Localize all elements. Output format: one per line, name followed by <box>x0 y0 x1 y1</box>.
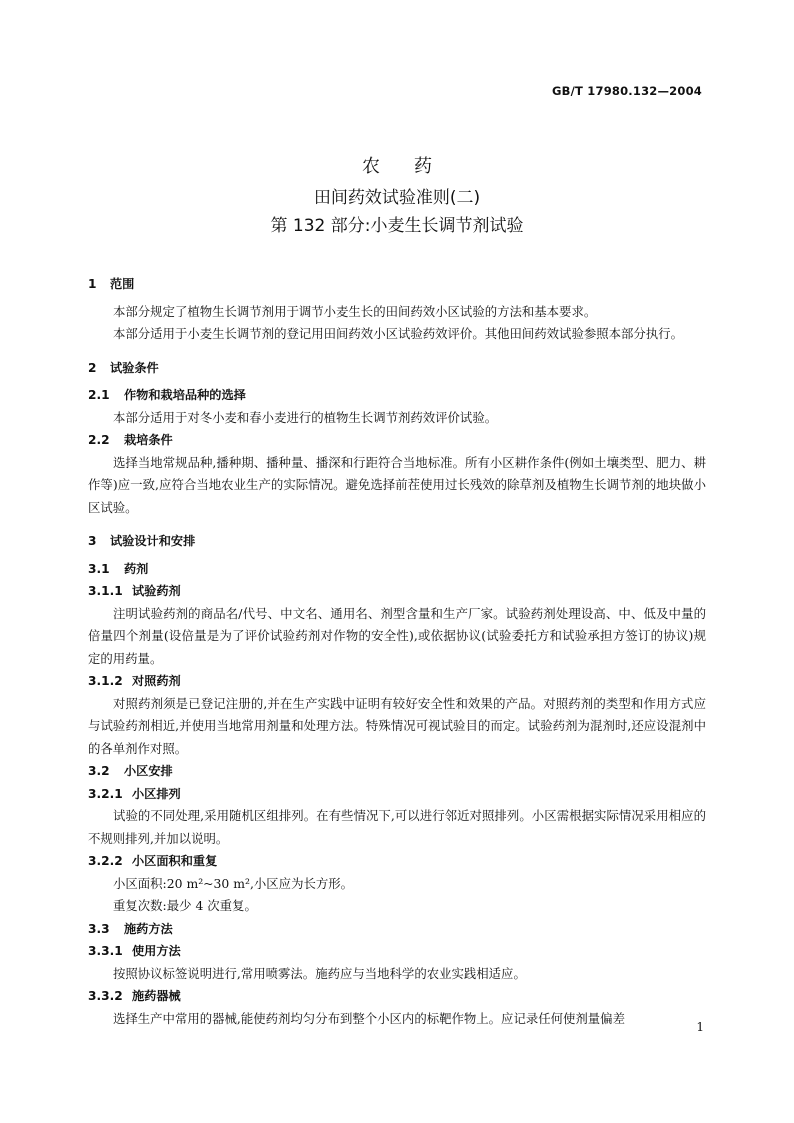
section-heading-2-1 <box>88 384 706 407</box>
section-title: 使用方法 <box>132 944 181 958</box>
section-number: 2 <box>88 360 97 375</box>
paragraph: 本部分适用于对冬小麦和春小麦进行的植物生长调节剂药效评价试验。 <box>113 409 498 425</box>
section-heading-3-3-1 <box>88 940 706 963</box>
section-number: 3.3.1 <box>88 944 123 958</box>
paragraph: 选择生产中常用的器械,能使药剂均匀分布到整个小区内的标靶作物上。应记录任何使剂量偏差 <box>113 1010 625 1026</box>
section-title: 小区面积和重复 <box>132 854 218 868</box>
section-heading-2-2 <box>88 429 706 452</box>
paragraph: 选择当地常规品种,播种期、播种量、播深和行距符合当地标准。所有小区耕作条件(例如土壤类型、肥力、耕作等)应一致,应符合当地农业生产的实际情况。避免选择前茬使用过长残效的除草剂及植物生长调节剂的地块做小区试验。 <box>88 454 706 515</box>
section-heading-3-1-1 <box>88 580 706 603</box>
paragraph: 试验的不同处理,采用随机区组排列。在有些情况下,可以进行邻近对照排列。小区需根据实际情况采用相应的不规则排列,并加以说明。 <box>88 808 706 846</box>
section-heading-1 <box>88 273 706 296</box>
section-number: 3 <box>88 534 97 548</box>
section-heading-3-1 <box>88 558 706 581</box>
section-number: 3.3 <box>88 921 110 936</box>
section-number: 3.1.2 <box>88 674 123 688</box>
section-title: 范围 <box>110 277 135 291</box>
section-heading-2 <box>88 357 706 380</box>
section-heading-3-2-2 <box>88 850 706 873</box>
section-heading-3 <box>88 530 706 553</box>
document-body <box>88 273 706 1030</box>
paragraph: 注明试验药剂的商品名/代号、中文名、通用名、剂型含量和生产厂家。试验药剂处理设高、中、低及中量的倍量四个剂量(设倍量是为了评价试验药剂对作物的安全性),或依据协议(试验委托方和试验承担方签订的协议)规定的用药量。 <box>88 605 706 666</box>
section-title: 试验药剂 <box>132 584 181 598</box>
section-number: 2.2 <box>88 433 110 447</box>
paragraph: 对照药剂须是已登记注册的,并在生产实践中证明有较好安全性和效果的产品。对照药剂的类型和作用方式应与试验药剂相近,并使用当地常用剂量和处理方法。特殊情况可视试验目的而定。试验药剂为混剂时,还应设混剂中的各单剂作对照。 <box>88 695 706 756</box>
section-heading-3-2 <box>88 760 706 783</box>
section-number: 1 <box>88 277 97 291</box>
page-number: 1 <box>696 1020 704 1034</box>
section-title: 栽培条件 <box>124 433 173 447</box>
section-title: 小区排列 <box>132 786 181 801</box>
section-title: 试验条件 <box>110 360 159 375</box>
section-title: 施药器械 <box>132 989 181 1003</box>
paragraph: 重复次数:最少 4 次重复。 <box>113 898 257 913</box>
section-heading-3-3-2 <box>88 985 706 1008</box>
standard-number: GB/T 17980.132—2004 <box>552 84 702 98</box>
section-title: 施药方法 <box>124 921 173 936</box>
section-number: 3.2.2 <box>88 854 123 868</box>
section-heading-3-2-1 <box>88 783 706 806</box>
paragraph: 本部分规定了植物生长调节剂用于调节小麦生长的田间药效小区试验的方法和基本要求。 <box>113 303 597 319</box>
section-number: 3.2 <box>88 764 110 778</box>
section-number: 3.1.1 <box>88 584 123 598</box>
section-heading-3-3 <box>88 918 706 941</box>
section-heading-3-1-2 <box>88 670 706 693</box>
title-line-1: 农药 <box>362 156 466 177</box>
section-number: 3.1 <box>88 561 110 576</box>
paragraph: 按照协议标签说明进行,常用喷雾法。施药应与当地科学的农业实践相适应。 <box>113 965 526 981</box>
title-line-3: 第 132 部分:小麦生长调节剂试验 <box>270 216 524 236</box>
section-title: 药剂 <box>124 561 149 576</box>
section-title: 作物和栽培品种的选择 <box>124 388 246 402</box>
section-title: 小区安排 <box>124 764 173 778</box>
paragraph: 小区面积:20 m²~30 m²,小区应为长方形。 <box>113 875 354 891</box>
section-title: 对照药剂 <box>132 674 181 688</box>
section-number: 2.1 <box>88 388 110 402</box>
title-line-2: 田间药效试验准则(二) <box>313 188 481 208</box>
section-number: 3.3.2 <box>88 989 123 1003</box>
paragraph: 本部分适用于小麦生长调节剂的登记用田间药效小区试验药效评价。其他田间药效试验参照本部分执行。 <box>113 326 683 341</box>
section-number: 3.2.1 <box>88 786 123 801</box>
section-title: 试验设计和安排 <box>110 534 196 548</box>
